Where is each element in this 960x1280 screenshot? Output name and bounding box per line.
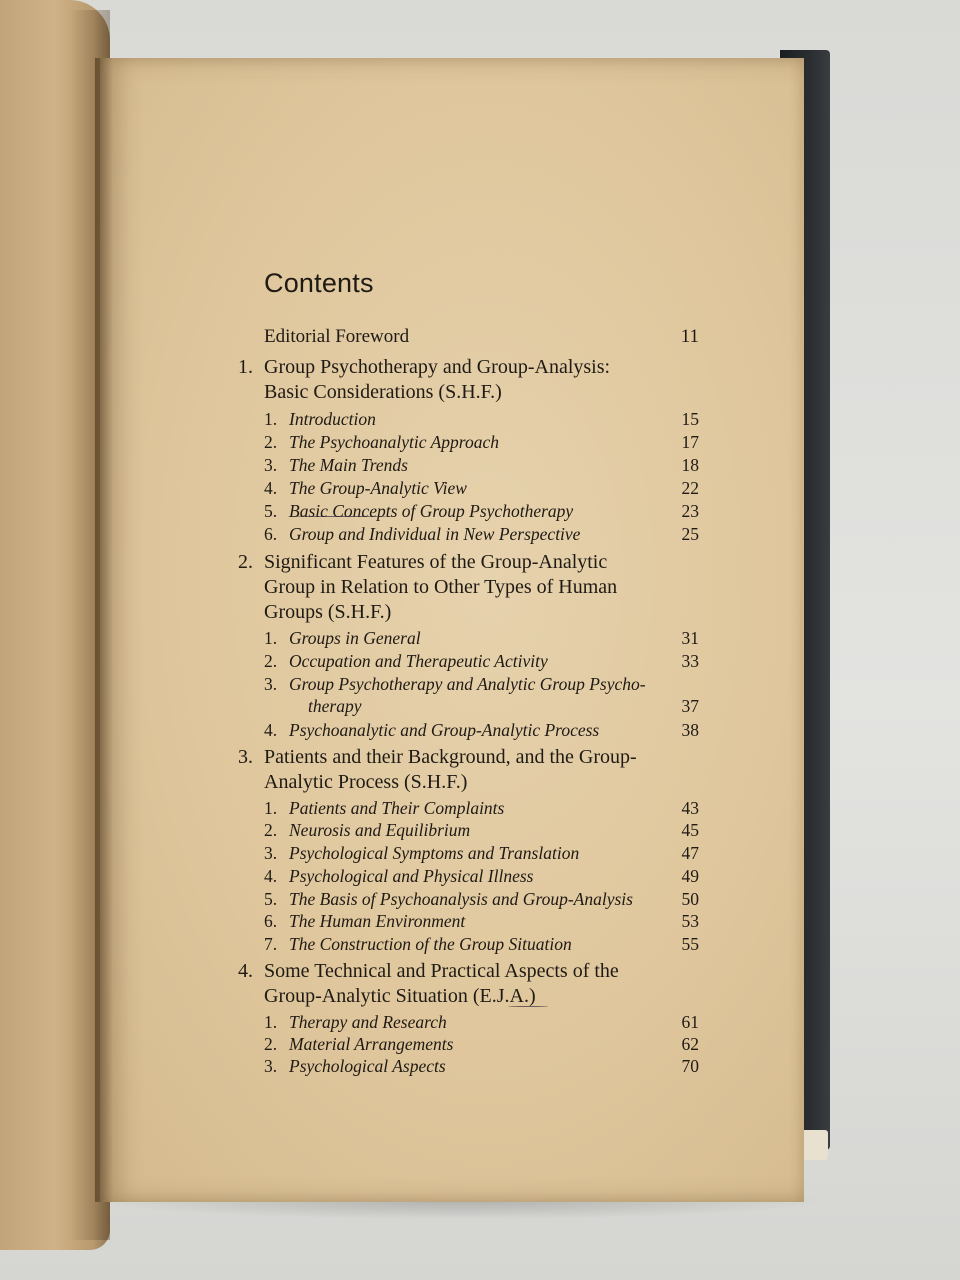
section-page: 31 xyxy=(681,628,699,648)
section-number: 5. xyxy=(264,889,278,909)
section-number: 2. xyxy=(264,432,278,452)
chapter-title-line: Patients and their Background, and the Group- xyxy=(264,746,637,768)
chapter-number: 4. xyxy=(238,960,253,982)
section-number: 6. xyxy=(264,524,278,544)
chapter-title-line: Basic Considerations (S.H.F.) xyxy=(264,381,502,403)
section-number: 1. xyxy=(264,628,278,648)
chapter-1-heading-cont xyxy=(0,381,960,405)
section-page: 17 xyxy=(681,432,699,452)
toc-entry xyxy=(0,889,960,913)
section-number: 4. xyxy=(264,720,278,740)
toc-entry xyxy=(0,501,960,525)
section-number: 1. xyxy=(264,409,278,429)
toc-entry xyxy=(0,432,960,456)
section-page: 18 xyxy=(681,455,699,475)
toc-entry xyxy=(0,820,960,844)
chapter-2-heading xyxy=(0,551,960,575)
section-title: Psychological and Physical Illness xyxy=(289,866,534,886)
section-page: 53 xyxy=(681,911,699,931)
toc-entry xyxy=(0,1012,960,1036)
chapter-number: 1. xyxy=(238,356,253,378)
section-number: 6. xyxy=(264,911,278,931)
section-number: 2. xyxy=(264,1034,278,1054)
section-number: 2. xyxy=(264,820,278,840)
section-page: 37 xyxy=(681,696,699,716)
chapter-title-line: Group-Analytic Situation (E.J.A.) xyxy=(264,985,536,1007)
section-title: Therapy and Research xyxy=(289,1012,447,1032)
section-page: 15 xyxy=(681,409,699,429)
section-page: 33 xyxy=(681,651,699,671)
section-title: The Group-Analytic View xyxy=(289,478,467,498)
section-title: Psychological Symptoms and Translation xyxy=(289,843,580,863)
chapter-3-heading-cont xyxy=(0,771,960,795)
toc-entry xyxy=(0,1034,960,1058)
section-page: 47 xyxy=(681,843,699,863)
section-title: Patients and Their Complaints xyxy=(289,798,505,818)
foreword-row xyxy=(0,326,960,350)
section-page: 23 xyxy=(681,501,699,521)
section-page: 55 xyxy=(681,934,699,954)
chapter-3-heading xyxy=(0,746,960,770)
section-number: 3. xyxy=(264,674,278,694)
section-title: Material Arrangements xyxy=(289,1034,454,1054)
chapter-number: 2. xyxy=(238,551,253,573)
foreword-label: Editorial Foreword xyxy=(264,326,410,347)
section-title: Group and Individual in New Perspective xyxy=(289,524,581,544)
section-title: The Construction of the Group Situation xyxy=(289,934,572,954)
chapter-title-line: Group Psychotherapy and Group-Analysis: xyxy=(264,356,611,378)
section-title: Psychological Aspects xyxy=(289,1056,446,1076)
section-title: Occupation and Therapeutic Activity xyxy=(289,651,548,671)
toc-entry xyxy=(0,651,960,675)
section-page: 62 xyxy=(681,1034,699,1054)
section-page: 38 xyxy=(681,720,699,740)
chapter-4-heading xyxy=(0,960,960,984)
section-page: 22 xyxy=(681,478,699,498)
section-number: 3. xyxy=(264,455,278,475)
toc-entry xyxy=(0,1056,960,1080)
chapter-2-heading-cont xyxy=(0,601,960,625)
contents-heading: Contents xyxy=(264,268,374,298)
pencil-underline xyxy=(287,516,395,517)
section-number: 5. xyxy=(264,501,278,521)
section-title: Basic Concepts of Group Psychotherapy xyxy=(289,501,574,521)
chapter-1-heading xyxy=(0,356,960,380)
toc-entry xyxy=(0,720,960,744)
chapter-4-heading-cont xyxy=(0,985,960,1009)
section-number: 3. xyxy=(264,1056,278,1076)
section-number: 1. xyxy=(264,1012,278,1032)
section-title: The Basis of Psychoanalysis and Group-Analysis xyxy=(289,889,633,909)
chapter-title-line: Analytic Process (S.H.F.) xyxy=(264,771,468,793)
section-title: The Psychoanalytic Approach xyxy=(289,432,499,452)
section-title-cont: therapy xyxy=(308,696,362,716)
section-page: 43 xyxy=(681,798,699,818)
section-page: 25 xyxy=(681,524,699,544)
chapter-title-line: Some Technical and Practical Aspects of the xyxy=(264,960,619,982)
section-title: Psychoanalytic and Group-Analytic Process xyxy=(289,720,600,740)
chapter-2-heading-cont xyxy=(0,576,960,600)
section-title: Group Psychotherapy and Analytic Group Psycho- xyxy=(289,674,646,694)
chapter-number: 3. xyxy=(238,746,253,768)
chapter-title-line: Groups (S.H.F.) xyxy=(264,601,392,623)
foreword-page: 11 xyxy=(680,326,699,347)
section-number: 7. xyxy=(264,934,278,954)
toc-entry xyxy=(0,911,960,935)
chapter-title-line: Significant Features of the Group-Analytic xyxy=(264,551,608,573)
section-number: 3. xyxy=(264,843,278,863)
section-title: Groups in General xyxy=(289,628,421,648)
chapter-title-line: Group in Relation to Other Types of Human xyxy=(264,576,618,598)
toc-entry xyxy=(0,455,960,479)
section-title: The Human Environment xyxy=(289,911,466,931)
section-page: 70 xyxy=(681,1056,699,1076)
toc-entry xyxy=(0,628,960,652)
section-title: The Main Trends xyxy=(289,455,408,475)
section-page: 49 xyxy=(681,866,699,886)
section-title: Introduction xyxy=(289,409,376,429)
section-number: 2. xyxy=(264,651,278,671)
pencil-underline xyxy=(508,1006,548,1007)
section-number: 1. xyxy=(264,798,278,818)
section-number: 4. xyxy=(264,866,278,886)
toc-entry xyxy=(0,934,960,958)
toc-entry xyxy=(0,674,960,698)
section-number: 4. xyxy=(264,478,278,498)
toc-entry xyxy=(0,843,960,867)
section-page: 50 xyxy=(681,889,699,909)
toc-entry xyxy=(0,524,960,548)
section-title: Neurosis and Equilibrium xyxy=(289,820,471,840)
section-page: 61 xyxy=(681,1012,699,1032)
toc-entry xyxy=(0,409,960,433)
toc-entry-cont xyxy=(0,696,960,720)
section-page: 45 xyxy=(681,820,699,840)
toc-entry xyxy=(0,478,960,502)
toc-entry xyxy=(0,866,960,890)
toc-entry xyxy=(0,798,960,822)
